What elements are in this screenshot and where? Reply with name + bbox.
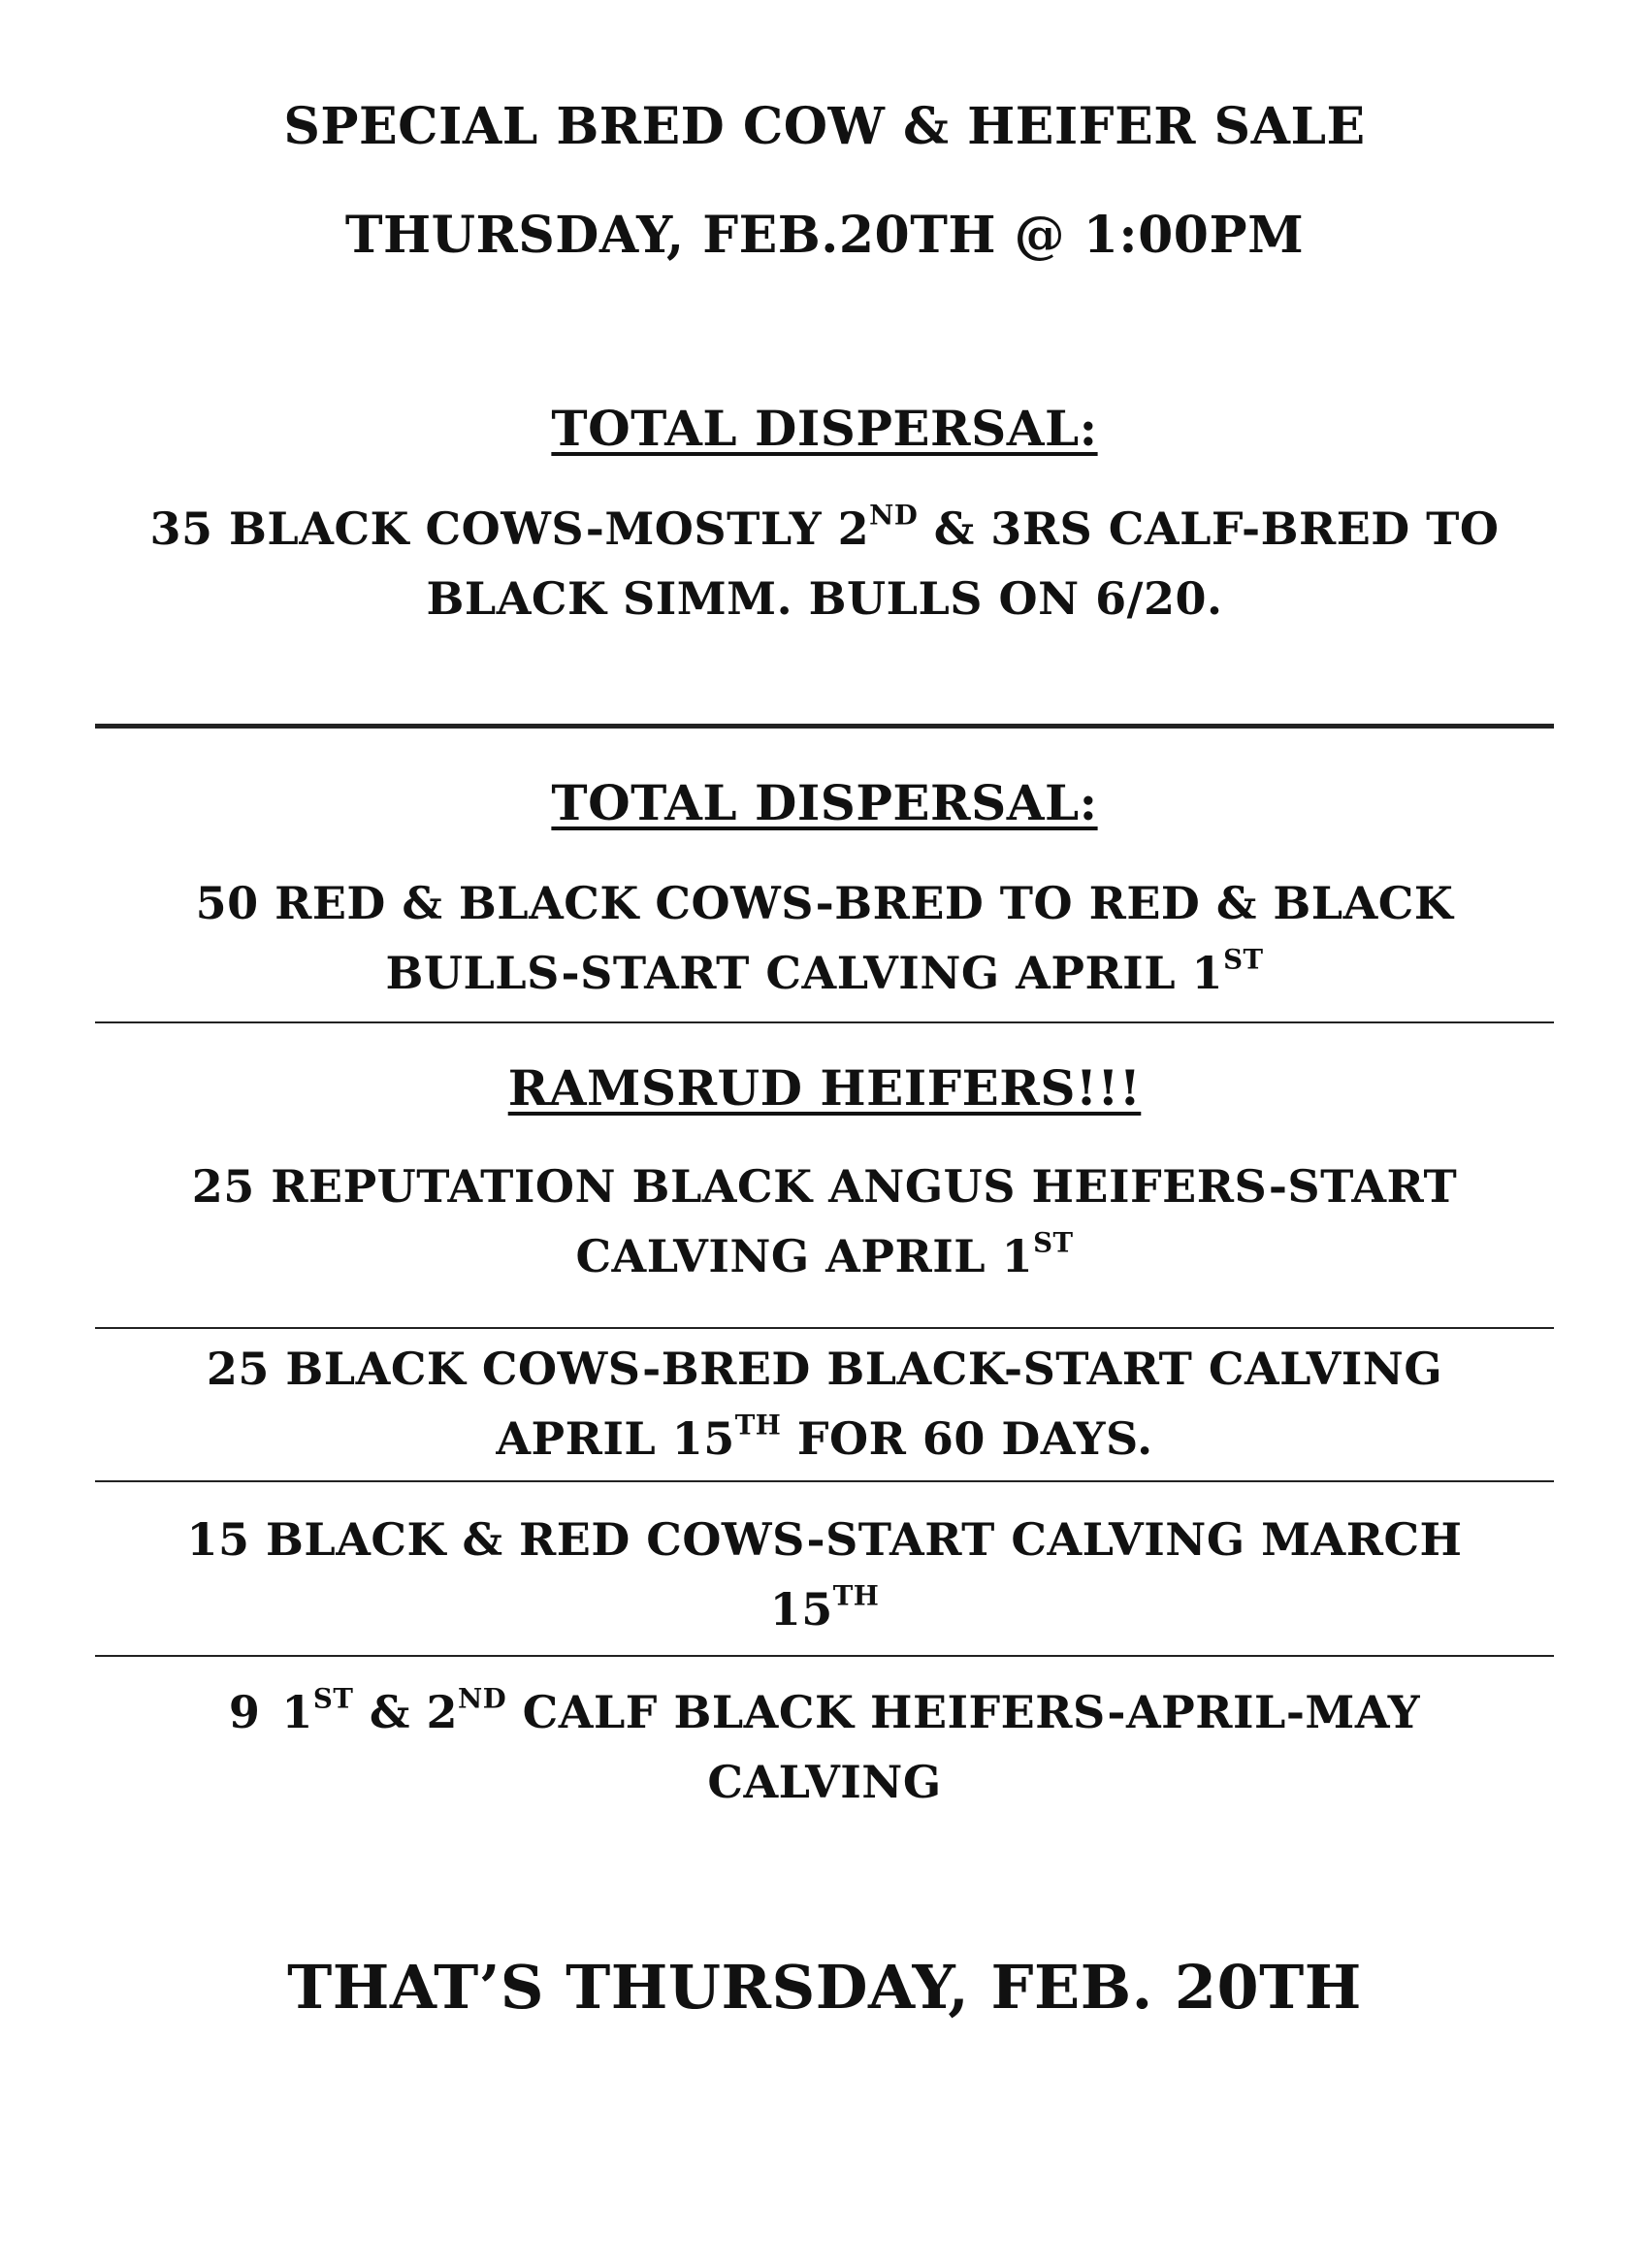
lot-6-line-1: 9 1ST & 2ND CALF BLACK HEIFERS-APRIL-MAY <box>228 1682 1421 1738</box>
lot-3-line-2: CALVING APRIL 1ST <box>575 1226 1074 1282</box>
section-divider <box>95 1327 1554 1329</box>
lot-3-line-1: 25 REPUTATION BLACK ANGUS HEIFERS-START <box>191 1160 1458 1213</box>
lot-4-line-1: 25 BLACK COWS-BRED BLACK-START CALVING <box>206 1343 1443 1395</box>
section-heading-total-dispersal-1: TOTAL DISPERSAL: <box>551 400 1098 457</box>
lot-6-line-2: CALVING <box>707 1756 942 1808</box>
lot-1-line-2: BLACK SIMM. BULLS ON 6/20. <box>426 572 1223 625</box>
footer-reminder: THAT’S THURSDAY, FEB. 20TH <box>287 1952 1362 2023</box>
lot-4-line-2: APRIL 15TH FOR 60 DAYS. <box>496 1409 1153 1465</box>
sale-date-line: THURSDAY, FEB.20TH @ 1:00PM <box>344 206 1305 265</box>
section-heading-total-dispersal-2: TOTAL DISPERSAL: <box>551 774 1098 831</box>
section-divider <box>95 1021 1554 1023</box>
section-heading-ramsrud-heifers: RAMSRUD HEIFERS!!! <box>507 1059 1142 1117</box>
page-title: SPECIAL BRED COW & HEIFER SALE <box>283 97 1366 156</box>
lot-2-line-2: BULLS-START CALVING APRIL 1ST <box>385 943 1264 999</box>
section-divider <box>95 1655 1554 1657</box>
section-divider <box>95 1480 1554 1482</box>
lot-1-line-1: 35 BLACK COWS-MOSTLY 2ND & 3RS CALF-BRED TO <box>149 499 1500 555</box>
lot-5-line-2: 15TH <box>769 1579 880 1636</box>
section-divider-thick <box>95 724 1554 729</box>
lot-2-line-1: 50 RED & BLACK COWS-BRED TO RED & BLACK <box>195 877 1454 929</box>
lot-5-line-1: 15 BLACK & RED COWS-START CALVING MARCH <box>186 1513 1463 1566</box>
